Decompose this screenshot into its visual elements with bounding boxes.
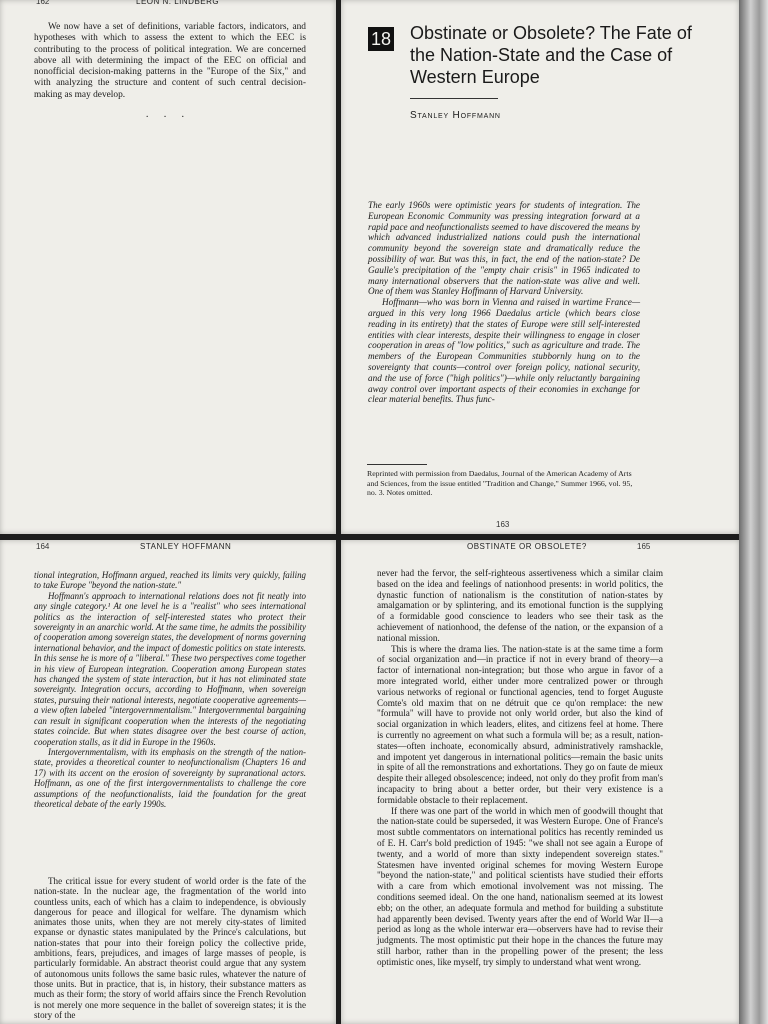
intro-paragraph: Intergovernmentalism, with its emphasis on the strength of the nation-state, provides a theoretical counter to neofunctionalism (Chapters 16 and 17) with its accent on the erosion of sovereignty by supranational actors. Hoffmann, as one of the first intergovernmentalists to challenge the core assumptions of the neofunctionalists, laid the foundation for the great theoretical debate of the early 1990s. bbox=[34, 746, 306, 809]
section-separator: · · · bbox=[145, 112, 191, 123]
paragraph: We now have a set of definitions, variable factors, indicators, and hypotheses with which to assess the extent to which the EEC is contributing to the process of political integration. We are concerned above all with determining the impact of the EEC on official and nonofficial decision-making patterns in the "Europe of the Six," and with analyzing the structure and content of such central decision-making as may develop. bbox=[34, 22, 306, 100]
intro-paragraph: The early 1960s were optimistic years for students of integration. The European Economic Community was pressing integration forward at a rapid pace and neofunctionalists seemed to have discovered the means by which advanced industrialized nations could push the international community beyond the sovereign state and dramatically reduce the possibility of war. But was this, in fact, the end of the nation-state? De Gaulle's precipitation of the "empty chair crisis" in 1965 indicated to many international observers that the nation-state was alive and well. One of them was Stanley Hoffmann of Harvard University. bbox=[368, 200, 640, 297]
paragraph: This is where the drama lies. The nation-state is at the same time a form of social organization and—in practice if not in every brand of theory—a factor of international non-integration; but those who argue in favor of a more integrated world, either under more centralized power or through various networks of regional or functional agencies, tend to forget Auguste Comte's old maxim that on ne détruit que ce qu'on remplace: the new "formula" will have to provide not only world order, but also the kind of social organization in which leaders, elites, and citizens feel at home. There is currently no agreement on what such a formula will be; as a result, nation-states—often inchoate, economically absurd, administratively ramshackle, and impotent yet dangerous in international politics—remain the basic units in spite of all the remonstrations and exhortations. They go on faute de mieux despite their alleged obsolescence; indeed, not only do they profit from man's incapacity to bring about a better order, but their very existence is a formidable obstacle to their replacement. bbox=[377, 643, 663, 805]
body-text bbox=[34, 22, 306, 101]
chapter-intro bbox=[368, 200, 640, 405]
page-number: 165 bbox=[637, 542, 651, 551]
page-number: 164 bbox=[36, 542, 50, 551]
title-rule bbox=[410, 98, 498, 99]
footnote-rule bbox=[367, 464, 427, 465]
intro-paragraph: tional integration, Hoffmann argued, reached its limits very quickly, failing to take Europe "beyond the nation-state." bbox=[34, 570, 306, 591]
body-text bbox=[34, 876, 306, 1020]
page-164 bbox=[0, 540, 336, 1024]
body-text bbox=[377, 568, 663, 967]
page-number: 163 bbox=[496, 520, 510, 529]
page-162 bbox=[0, 0, 336, 534]
paragraph: The critical issue for every student of world order is the fate of the nation-state. In the nuclear age, the fragmentation of the world into countless units, each of which has a claim to independence, is obviously dangerous for peace and illogical for welfare. The dynamism which animates those units, when they are not merely city-states of limited expanse or dynastic states manipulated by the Prince's calculations, but nation-states that pour into their foreign policy the collective pride, ambitions, fears, prejudices, and images of large masses of people, is particularly formidable. An abstract theorist could argue that any system of autonomous units follows the same basic rules, whatever the nature of those units. But in practice, that is, in history, their substance matters as much as their form; the story of world affairs since the French Revolution is not merely one more sequence in the ballet of sovereign states; it is the story of the bbox=[34, 876, 306, 1020]
chapter-title: Obstinate or Obsolete? The Fate of the Nation-State and the Case of Western Europe bbox=[410, 23, 692, 87]
paragraph: If there was one part of the world in which men of goodwill thought that the nation-state could be superseded, it was Western Europe. One of France's most subtle commentators on international politics has recently reminded us of E. H. Carr's bold prediction of 1945: "we shall not see again a Europe of twenty, and a world of more than sixty independent sovereign states." Statesmen have invented original schemes for moving Western Europe "beyond the nation-state," and political scientists have studied their efforts with a care from which emotional involvement was not missing. The conditions seemed ideal. On the one hand, nationalism seemed at its lowest ebb; on the other, an adequate formula and method for building a substitute had apparently been devised. Twenty years after the end of World War II—a period as long as the whole interwar era—observers have had to revise their judgments. The most optimistic put their hope in the chances the future may still harbor, rather than in the propelling power of the present; the less optimistic ones, like myself, try simply to understand what went wrong. bbox=[377, 805, 663, 967]
intro-paragraph: Hoffmann—who was born in Vienna and raised in wartime France—argued in this very long 1966 Daedalus article (which bears close reading in its entirety) that the states of Europe were still self-interested entities with clear interests, despite their willingness to engage in closer cooperation in areas of "low politics," such as agriculture and trade. The members of the European Communities stubbornly hung on to the sovereignty that counts—control over foreign policy, national security, and the use of force ("high politics")—while only reluctantly bargaining away control over important aspects of their economies in exchange for clear material benefits. Thus func- bbox=[368, 297, 640, 405]
book-edge bbox=[739, 0, 768, 1024]
chapter-number: 18 bbox=[368, 27, 394, 51]
running-head: STANLEY HOFFMANN bbox=[140, 542, 232, 551]
page-number: 162 bbox=[36, 0, 50, 6]
page-163 bbox=[341, 0, 739, 534]
footnote: Reprinted with permission from Daedalus, Journal of the American Academy of Arts and Sciences, from the issue entitled "Tradition and Change," Summer 1966, vol. 95, no. 3. Notes omitted. bbox=[367, 469, 633, 498]
intro-paragraph: Hoffmann's approach to international relations does not fit neatly into any single category.¹ At one level he is a "realist" who sees international politics as the interaction of self-interested states who protect their sovereignty in an anarchic world. At the same time, he admits the possibility of cooperation among sovereign states, the development of norms governing international behavior, and the impact of domestic politics on state interests. In this sense he is more of a "liberal." These two perspectives come together in his view of European integration. Cooperation among European states has changed the system of state interaction, but it has not eliminated state sovereignty. Integration occurs, according to Hoffmann, when sovereign states, pursuing their national interests, negotiate cooperative agreements—a view often labeled "intergovernmentalism." Intergovernmental bargaining can result in significant cooperation when the interests of the negotiating states coincide. But when states disagree over the best course of action, cooperation stalls, as it did in Europe in the 1960s. bbox=[34, 590, 306, 747]
chapter-author: Stanley Hoffmann bbox=[410, 110, 501, 121]
running-head: LEON N. LINDBERG bbox=[136, 0, 220, 6]
page-165 bbox=[341, 540, 739, 1024]
chapter-intro bbox=[34, 570, 306, 809]
paragraph: never had the fervor, the self-righteous assertiveness which a similar claim based on the idea and feelings of nationhood presents: in world politics, the dynastic function of nationalism is the constitution of nation-states by amalgamation or by splintering, and its emotional function is the supplying of a formidable good conscience to leaders who see their task as the achievement of nationhood, the defense of the nation, or the expansion of a national mission. bbox=[377, 568, 663, 643]
running-head: OBSTINATE OR OBSOLETE? bbox=[467, 542, 587, 551]
